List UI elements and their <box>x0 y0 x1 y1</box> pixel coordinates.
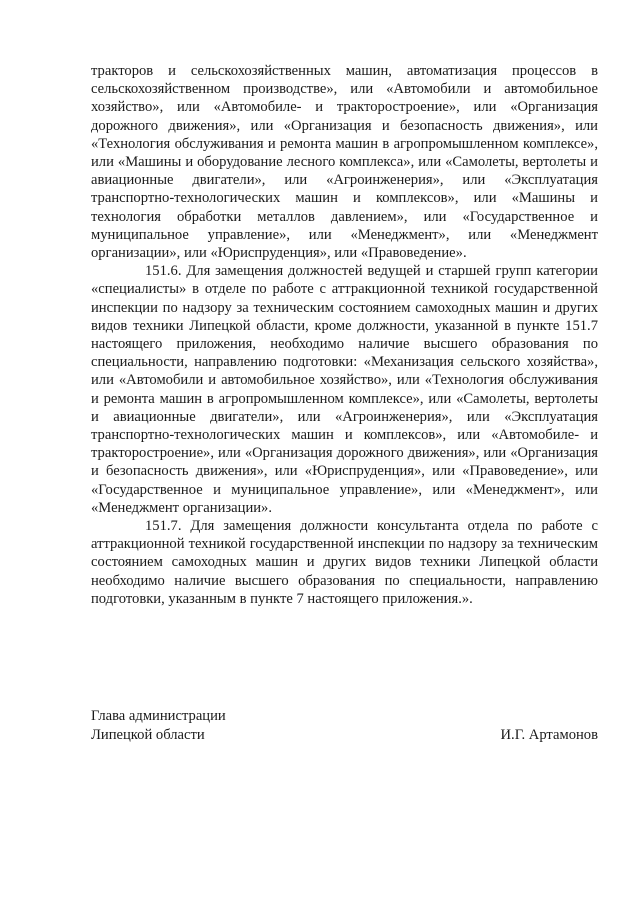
paragraph-151-7: 151.7. Для замещения должности консультанта отдела по работе с аттракционной техникой государственной инспекции по надзору за техническим состоянием самоходных машин и других видов техники Липецкой области необходимо наличие высшего образования по специальности, направлению подготовки, указанным в пункте 7 настоящего приложения.». <box>91 518 598 607</box>
paragraph-151-6: 151.6. Для замещения должностей ведущей и старшей групп категории «специалисты» в отделе по работе с аттракционной техникой государственной инспекции по надзору за техническим состоянием самоходных машин и других видов техники Липецкой области, кроме должности, указанной в пункте 151.7 настоящего приложения, необходимо наличие высшего образования по специальности, направлению подготовки: «Механизация сельского хозяйства», или «Автомобили и автомобильное хозяйство», или «Технология обслуживания и ремонта машин в агропромышленном комплексе», или «Самолеты, вертолеты и авиационные двигатели», или «Агроинженерия», или «Эксплуатация транспортно-технологических машин и комплексов», или «Автомобиле- и тракторостроение», или «Организация дорожного движения», или «Организация и безопасность движения», или «Юриспруденция», или «Правоведение», или «Государственное и муниципальное управление», или «Менеджмент», или «Менеджмент организации». <box>91 263 598 516</box>
signature-block <box>91 707 598 745</box>
signatory-line <box>91 726 598 745</box>
signatory-title-line-1: Глава администрации <box>91 708 226 724</box>
signatory-name: И.Г. Артамонов <box>500 727 598 743</box>
document-body <box>91 62 598 608</box>
signatory-title-line-2: Липецкой области <box>91 727 205 743</box>
paragraph-continuation: тракторов и сельскохозяйственных машин, автоматизация процессов в сельскохозяйственном производстве», или «Автомобили и автомобильное хозяйство», или «Автомобиле- и тракторостроение», или «Организация дорожного движения», или «Организация и безопасность движения», или «Технология обслуживания и ремонта машин в агропромышленном комплексе», или «Машины и оборудование лесного комплекса», или «Самолеты, вертолеты и авиационные двигатели», или «Агроинженерия», или «Эксплуатация транспортно-технологических машин и комплексов», или «Машины и технология обработки металлов давлением», или «Государственное и муниципальное управление», или «Менеджмент», или «Менеджмент организации», или «Юриспруденция», или «Правоведение». <box>91 63 598 262</box>
